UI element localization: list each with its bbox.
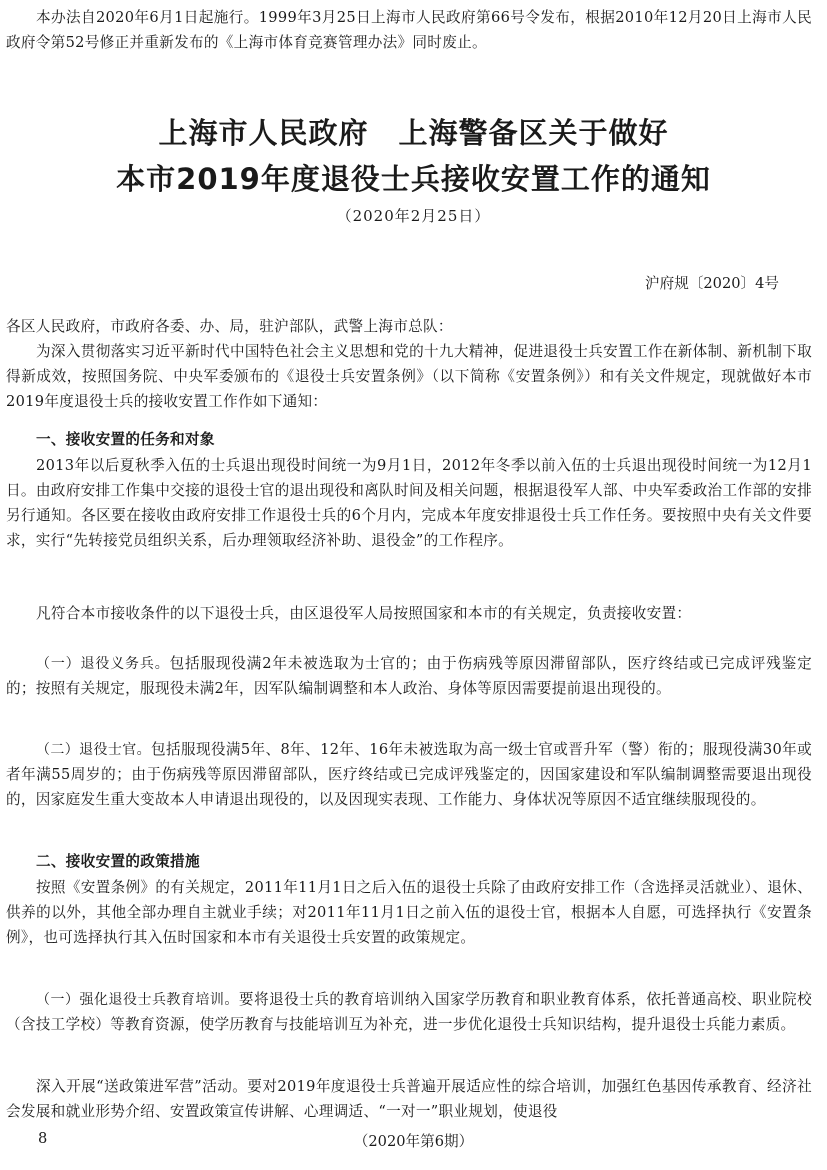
section-heading-2 xyxy=(6,850,812,875)
paragraph-education-training xyxy=(6,988,812,1038)
section-heading-1-text: 一、接收安置的任务和对象 xyxy=(36,431,215,448)
paragraph-discharge-time: 2013年以后夏秋季入伍的士兵退出现役时间统一为9月1日，2012年冬季以前入伍的士兵退出现役时间统一为12月1日。由政府安排工作集中交接的退役士官的退出现役和离队时间及相关问题，根据退役军人部、中央军委政治工作部的安排另行通知。各区要在接收由政府安排工作退役士兵的6个月内，完成本年度安排退役士兵工作任务。要按照中央有关文件要求，实行“先转接党员组织关系，后办理领取经济补助、退役金”的工作程序。 xyxy=(6,457,812,549)
section-heading-1 xyxy=(6,428,812,453)
paragraph-conscripts-label: （一）退役义务兵。 xyxy=(36,656,170,672)
notice-title-line-2: 本市2019年度退役士兵接收安置工作的通知 xyxy=(116,162,711,196)
issue-label: （2020年第6期） xyxy=(353,1133,474,1150)
paragraph-conscripts-text: 包括服现役满2年未被选取为士官的；由于伤病残等原因滞留部队，医疗终结或已完成评残鉴定的；按照有关规定，服现役未满2年，因军队编制调整和本人政治、身体等原因需要提前退出现役的。 xyxy=(6,655,813,697)
paragraph-policy-measures: 按照《安置条例》的有关规定，2011年11月1日之后入伍的退役士兵除了由政府安排工作（含选择灵活就业）、退休、供养的以外，其他全部办理自主就业手续；对2011年11月1日之前入伍的退役士官，根据本人自愿，可选择执行《安置条例》，也可选择执行其入伍时国家和本市有关退役士兵安置的政策规定。 xyxy=(6,879,812,946)
paragraph-education-text: 要将退役士兵的教育培训纳入国家学历教育和职业教育体系，依托普通高校、职业院校（含技工学校）等教育资源，使学历教育与技能培训互为补充，进一步优化退役士兵知识结构，提升退役士兵能力素质。 xyxy=(6,991,813,1033)
paragraph-conscripts xyxy=(6,652,812,702)
document-number: 沪府规〔2020〕4号 xyxy=(645,275,779,292)
paragraph-sergeants-text: 包括服现役满5年、8年、12年、16年未被选取为高一级士官或晋升军（警）衔的；服现役满30年或者年满55周岁的；由于伤病残等原因滞留部队，医疗终结或已完成评残鉴定的，因国家建设和军队编制调整需要退出现役的，因家庭发生重大变故本人申请退出现役的，以及因现实表现、工作能力、身体状况等原因不适宜继续服现役的。 xyxy=(6,741,812,808)
paragraph-sergeants-label: （二）退役士官。 xyxy=(36,742,152,758)
paragraph-eligibility: 凡符合本市接收条件的以下退役士兵，由区退役军人局按照国家和本市的有关规定，负责接收安置： xyxy=(36,605,692,622)
intro-paragraph: 为深入贯彻落实习近平新时代中国特色社会主义思想和党的十九大精神，促进退役士兵安置工作在新体制、新机制下取得新成效，按照国务院、中央军委颁布的《退役士兵安置条例》（以下简称《安置条例》）和有关文件规定，现就做好本市2019年度退役士兵的接收安置工作作如下通知： xyxy=(6,343,812,410)
notice-title-line-1: 上海市人民政府 上海警备区关于做好 xyxy=(158,116,669,150)
paragraph-sergeants xyxy=(6,738,812,813)
paragraph-policy-outreach: 深入开展“送政策进军营”活动。要对2019年度退役士兵普遍开展适应性的综合培训，加强红色基因传承教育、经济社会发展和就业形势介绍、安置政策宣传讲解、心理调适、“一对一”职业规划，使退役 xyxy=(6,1078,812,1120)
paragraph-education-label: （一）强化退役士兵教育培训。 xyxy=(36,992,239,1008)
section-heading-2-text: 二、接收安置的政策措施 xyxy=(36,853,200,870)
salutation: 各区人民政府，市政府各委、办、局，驻沪部队，武警上海市总队： xyxy=(6,318,453,335)
preceding-regulation-closing: 本办法自2020年6月1日起施行。1999年3月25日上海市人民政府第66号令发布，根据2010年12月20日上海市人民政府令第52号修正并重新发布的《上海市体育竞赛管理办法》同时废止。 xyxy=(6,9,812,51)
page-number: 8 xyxy=(38,1130,48,1147)
notice-date: （2020年2月25日） xyxy=(336,207,491,225)
